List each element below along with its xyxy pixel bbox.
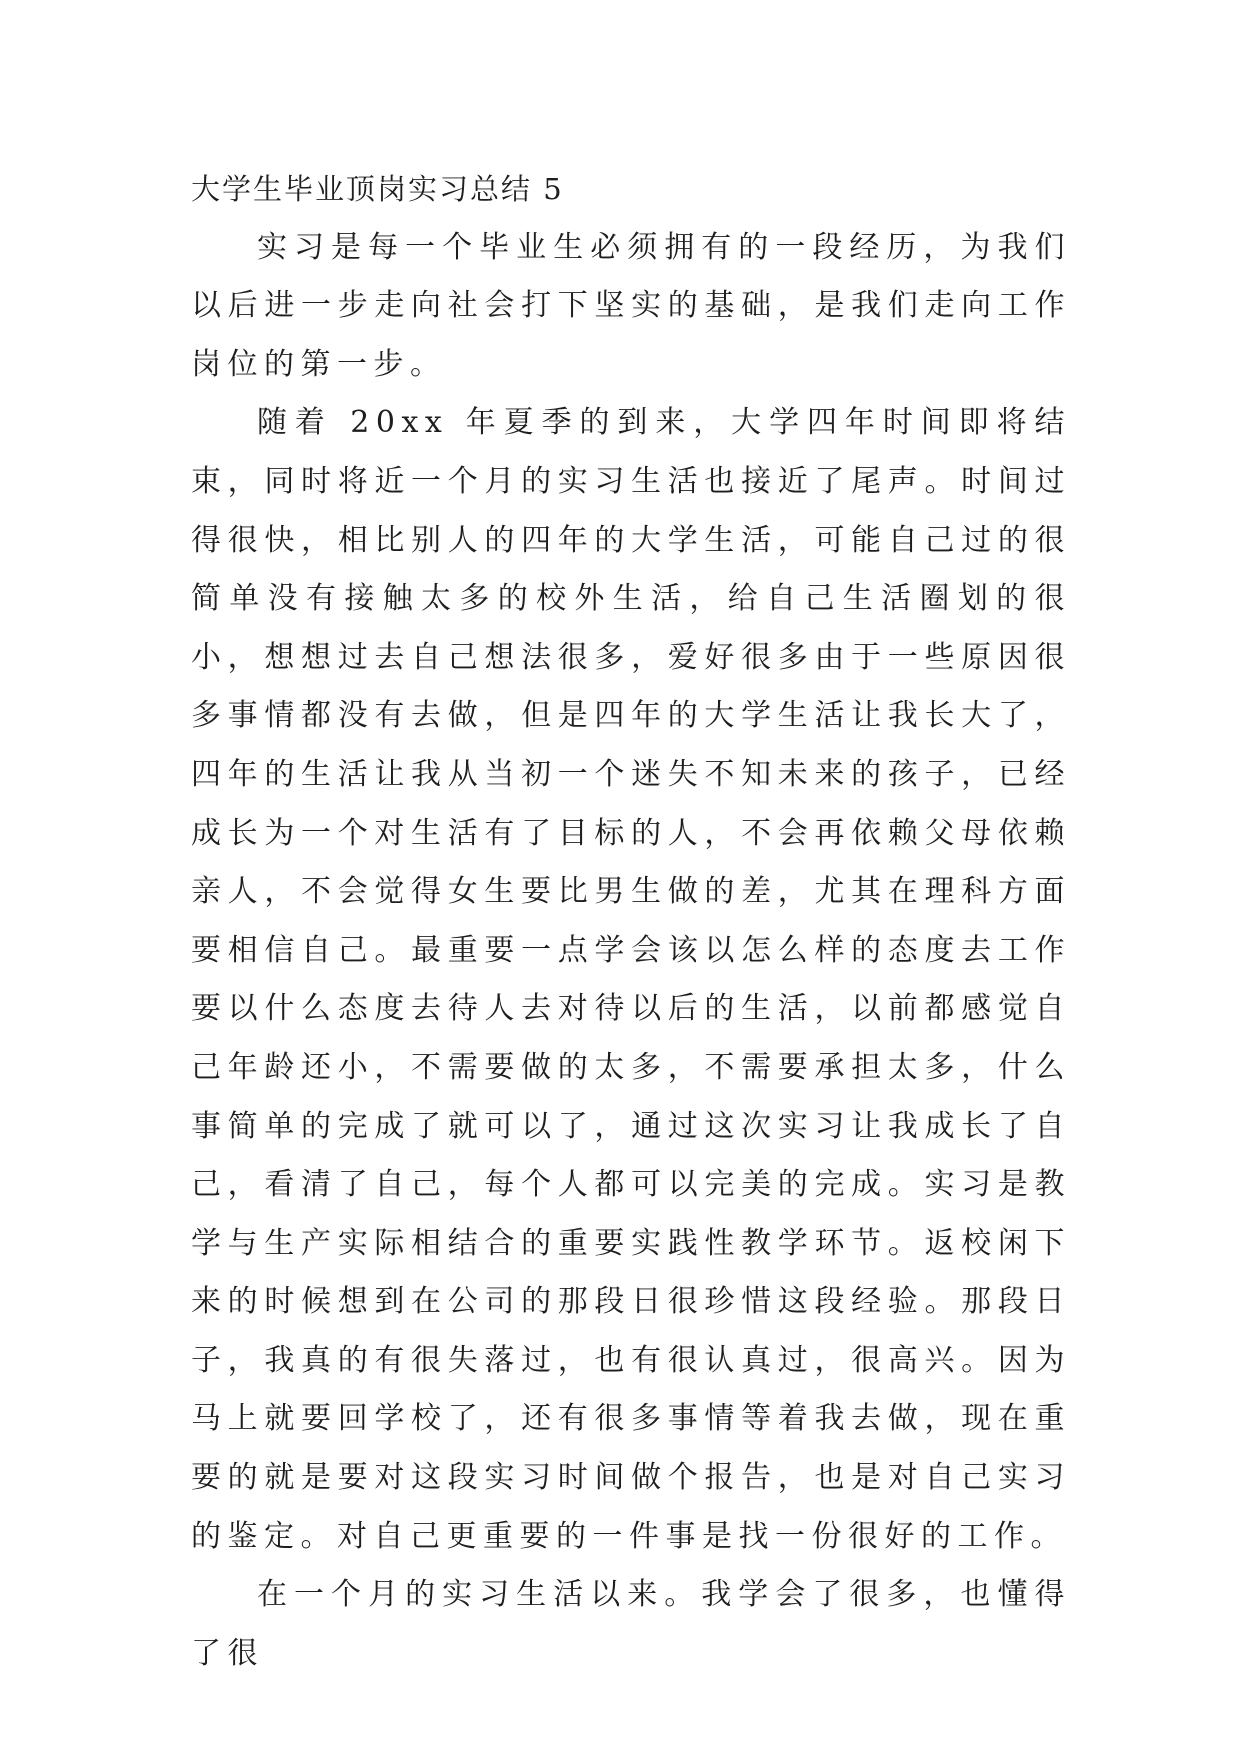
document-body — [191, 160, 1071, 1683]
paragraph-3: 在一个月的实习生活以来。我学会了很多，也懂得了很 — [191, 1577, 1071, 1671]
paragraph-2: 随着 20xx 年夏季的到来，大学四年时间即将结束，同时将近一个月的实习生活也接近了尾声。时间过得很快，相比别人的四年的大学生活，可能自己过的很简单没有接触太多的校外生活，给自己生活圈划的很小，想想过去自己想法很多，爱好很多由于一些原因很多事情都没有去做，但是四年的大学生活让我长大了，四年的生活让我从当初一个迷失不知未来的孩子，已经成长为一个对生活有了目标的人，不会再依赖父母依赖亲人，不会觉得女生要比男生做的差，尤其在理科方面要相信自己。最重要一点学会该以怎么样的态度去工作要以什么态度去待人去对待以后的生活，以前都感觉自己年龄还小，不需要做的太多，不需要承担太多，什么事简单的完成了就可以了，通过这次实习让我成长了自己，看清了自己，每个人都可以完美的完成。实习是教学与生产实际相结合的重要实践性教学环节。返校闲下来的时候想到在公司的那段日很珍惜这段经验。那段日子，我真的有很失落过，也有很认真过，很高兴。因为马上就要回学校了，还有很多事情等着我去做，现在重要的就是要对这段实习时间做个报告，也是对自己实习的鉴定。对自己更重要的一件事是找一份很好的工作。 — [191, 405, 1071, 1554]
paragraph-1: 实习是每一个毕业生必须拥有的一段经历，为我们以后进一步走向社会打下坚实的基础，是我们走向工作岗位的第一步。 — [191, 229, 1071, 382]
document-title: 大学生毕业顶岗实习总结 5 — [191, 172, 564, 206]
